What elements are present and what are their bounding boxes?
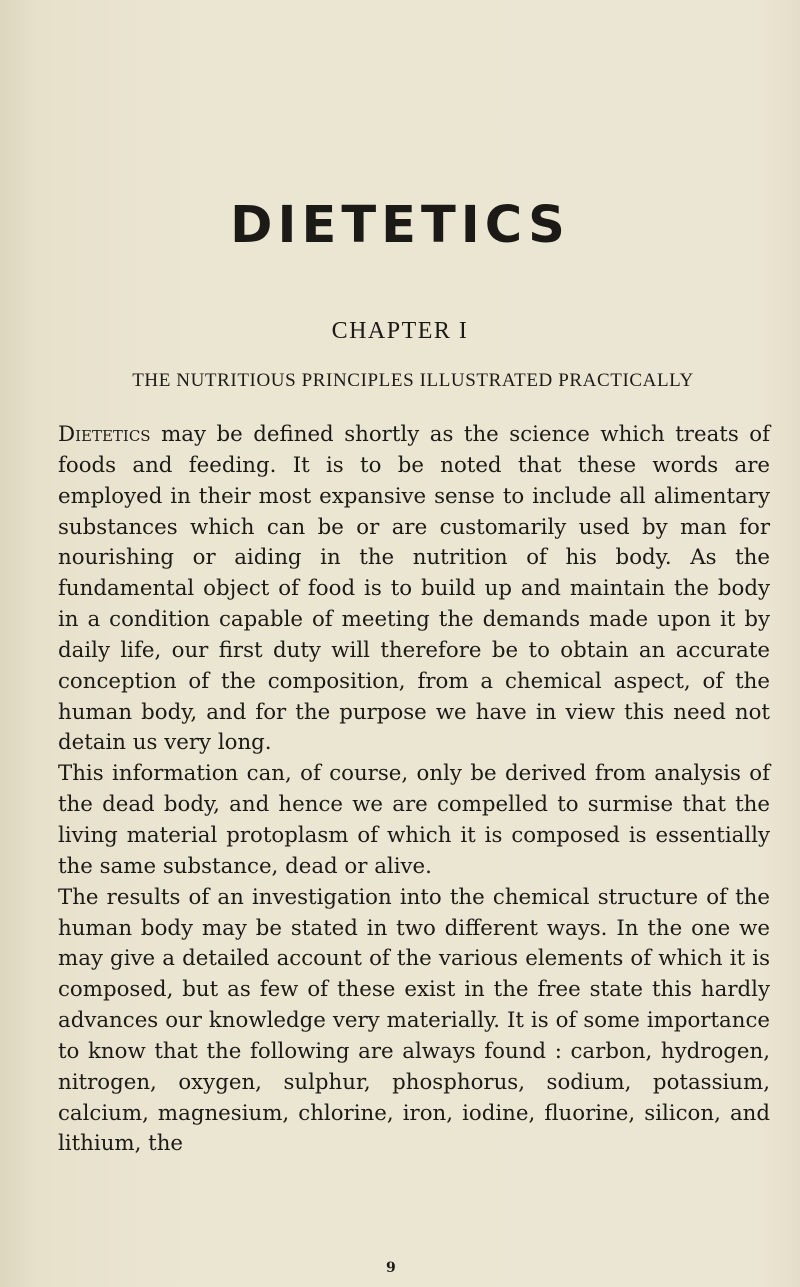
paragraph-1-text: may be defined shortly as the science which treats of foods and feeding. It is to be noted that these words are employed in their most expansive sense to include all alimentary substances which can be or are customarily used by man for nourishing or aiding in the nutrition of his body. As the fundamental object of food is to build up and maintain the body in a condition capable of meeting the demands made upon it by daily life, our first duty will therefore be to obtain an accurate conception of the composition, from a chemical aspect, of the human body, and for the purpose we have in view this need not detain us very long. [58, 422, 770, 756]
chapter-title: THE NUTRITIOUS PRINCIPLES ILLUSTRATED PRACTICALLY [132, 370, 694, 391]
page-number: 9 [386, 1260, 396, 1276]
paragraph-2: This information can, of course, only be derived from analysis of the dead body, and hence we are compelled to surmise that the living material protoplasm of which it is composed is essentially the same substance, dead or alive. [58, 761, 770, 879]
body-text [58, 420, 770, 1160]
book-title: DIETETICS [230, 196, 570, 255]
paragraph-lead-word: Dietetics [58, 422, 151, 447]
chapter-heading: CHAPTER I [331, 318, 469, 344]
paragraph-1 [58, 420, 770, 759]
paragraph-3: The results of an investigation into the chemical structure of the human body may be stated in two different ways. In the one we may give a detailed account of the various elements of which it is composed, but as few of these exist in the free state this hardly advances our knowledge very materially. It is of some importance to know that the following are always found : carbon, hydrogen, nitrogen, oxygen, sulphur, phosphorus, sodium, potassium, calcium, magnesium, chlorine, iron, iodine, fluorine, silicon, and lithium, the [58, 884, 770, 1157]
